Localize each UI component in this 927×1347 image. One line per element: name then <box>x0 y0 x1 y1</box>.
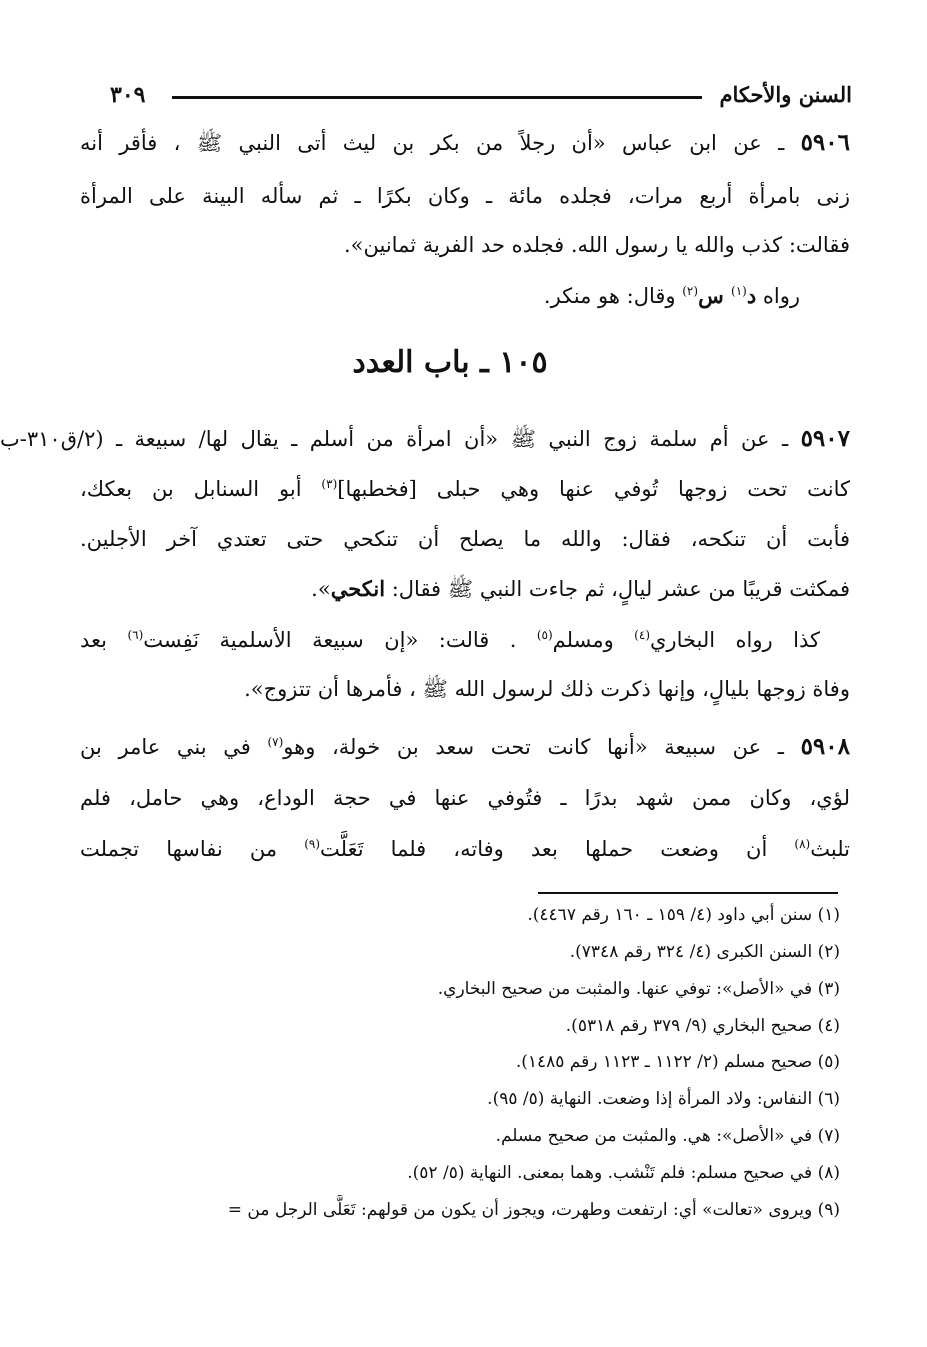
riwaya-text: وقال: هو منكر. <box>543 284 683 308</box>
page-number: ٣٠٩ <box>110 82 146 108</box>
footnote-separator <box>538 892 838 894</box>
hadith-5907-line-5 <box>80 617 820 663</box>
source-abu-dawud: د <box>746 283 757 308</box>
hadith-5906-line-2: زنى بامرأة أربع مرات، فجلده مائة ـ وكان بكرًا ـ ثم سأله البينة على المرأة <box>80 184 850 208</box>
footnote-8: (٨) في صحيح مسلم: فلم تَنْشب. وهما بمعنى. النهاية (٥/ ٥٢). <box>407 1163 840 1183</box>
header-rule <box>172 96 702 99</box>
hadith-text: . قالت: «إن سبيعة الأسلمية نَفِست <box>143 628 537 652</box>
footnote-7: (٧) في «الأصل»: هي. والمثبت من صحيح مسلم. <box>495 1126 840 1146</box>
hadith-text: في بني عامر بن <box>80 735 268 759</box>
riwaya-line <box>80 273 850 319</box>
hadith-5906-line-1 <box>80 120 850 166</box>
hadith-number: ٥٩٠٨ <box>800 733 850 760</box>
hadith-text: كانت تحت زوجها تُوفي عنها وهي حبلى [فخطبها] <box>337 477 850 501</box>
hadith-5906-line-3: فقالت: كذب والله يا رسول الله. فجلده حد الفرية ثمانين». <box>343 233 850 257</box>
footnote-ref: (٥) <box>536 628 553 642</box>
hadith-text: ـ عن أم سلمة زوج النبي ﷺ «أن امرأة من أسلم ـ يقال لها/ سبيعة ـ (٢/ق٣١٠-ب <box>0 427 789 451</box>
hadith-text: تلبث <box>810 837 850 861</box>
hadith-5907-line-4 <box>80 566 850 612</box>
hadith-text: بعد <box>80 628 128 652</box>
footnote-ref: (٣) <box>321 477 338 491</box>
footnote-5: (٥) صحيح مسلم (٢/ ١١٢٢ ـ ١١٢٣ رقم ١٤٨٥). <box>515 1052 840 1072</box>
source-nasai: س <box>698 283 732 308</box>
hadith-5907-line-6: وفاة زوجها بليالٍ، وإنها ذكرت ذلك لرسول الله ﷺ ، فأمرها أن تتزوج». <box>244 677 850 701</box>
hadith-text: من نفاسها تجملت <box>80 837 305 861</box>
footnote-3: (٣) في «الأصل»: توفي عنها. والمثبت من صحيح البخاري. <box>437 979 840 999</box>
section-heading: ١٠٥ ـ باب العدد <box>352 345 548 380</box>
prophet-saying: انكحي <box>330 576 386 601</box>
hadith-text: ومسلم <box>552 628 635 652</box>
hadith-text: ». <box>311 577 331 601</box>
riwaya-text: رواه <box>756 284 800 308</box>
footnote-ref: (٩) <box>304 837 321 851</box>
hadith-text: ـ عن ابن عباس «أن رجلاً من بكر بن ليث أتى النبي ﷺ ، فأقر أنه <box>80 131 785 155</box>
footnote-ref: (٨) <box>794 837 811 851</box>
footnote-ref: (٤) <box>634 628 650 642</box>
hadith-number: ٥٩٠٦ <box>800 129 850 156</box>
footnote-9: (٩) ويروى «تعالت» أي: ارتفعت وطهرت، ويجوز أن يكون من قولهم: تَعَلَّى الرجل من = <box>227 1200 840 1220</box>
hadith-text: أن وضعت حملها بعد وفاته، فلما تَعَلَّت <box>320 837 795 861</box>
footnote-ref: (١) <box>731 284 747 298</box>
footnote-6: (٦) النفاس: ولاد المرأة إذا وضعت. النهاية (٥/ ٩٥). <box>487 1089 840 1109</box>
hadith-text: ـ عن سبيعة «أنها كانت تحت سعد بن خولة، وهو <box>283 735 784 759</box>
hadith-5907-line-1 <box>0 416 850 462</box>
footnote-ref: (٦) <box>127 628 144 642</box>
footnote-4: (٤) صحيح البخاري (٩/ ٣٧٩ رقم ٥٣١٨). <box>565 1016 840 1036</box>
hadith-number: ٥٩٠٧ <box>800 425 850 452</box>
footnote-ref: (٧) <box>267 735 284 749</box>
footnote-1: (١) سنن أبي داود (٤/ ١٥٩ ـ ١٦٠ رقم ٤٤٦٧). <box>527 905 840 925</box>
page-header <box>110 82 852 116</box>
hadith-text: أبو السنابل بن بعكك، <box>80 477 322 501</box>
hadith-5908-line-1 <box>80 724 850 770</box>
footnote-ref: (٢) <box>682 284 699 298</box>
hadith-5908-line-2: لؤي، وكان ممن شهد بدرًا ـ فتُوفي عنها في حجة الوداع، وهي حامل، فلم <box>80 786 850 810</box>
footnote-2: (٢) السنن الكبرى (٤/ ٣٢٤ رقم ٧٣٤٨). <box>569 942 840 962</box>
hadith-5907-line-2 <box>80 466 850 512</box>
hadith-5908-line-3 <box>80 826 850 872</box>
hadith-text: كذا رواه البخاري <box>650 628 820 652</box>
hadith-5907-line-3: فأبت أن تنكحه، فقال: والله ما يصلح أن تنكحي حتى تعتدي آخر الأجلين. <box>80 527 850 551</box>
book-title: السنن والأحكام <box>719 82 852 107</box>
hadith-text: فمكثت قريبًا من عشر ليالٍ، ثم جاءت النبي ﷺ فقال: <box>385 577 850 601</box>
